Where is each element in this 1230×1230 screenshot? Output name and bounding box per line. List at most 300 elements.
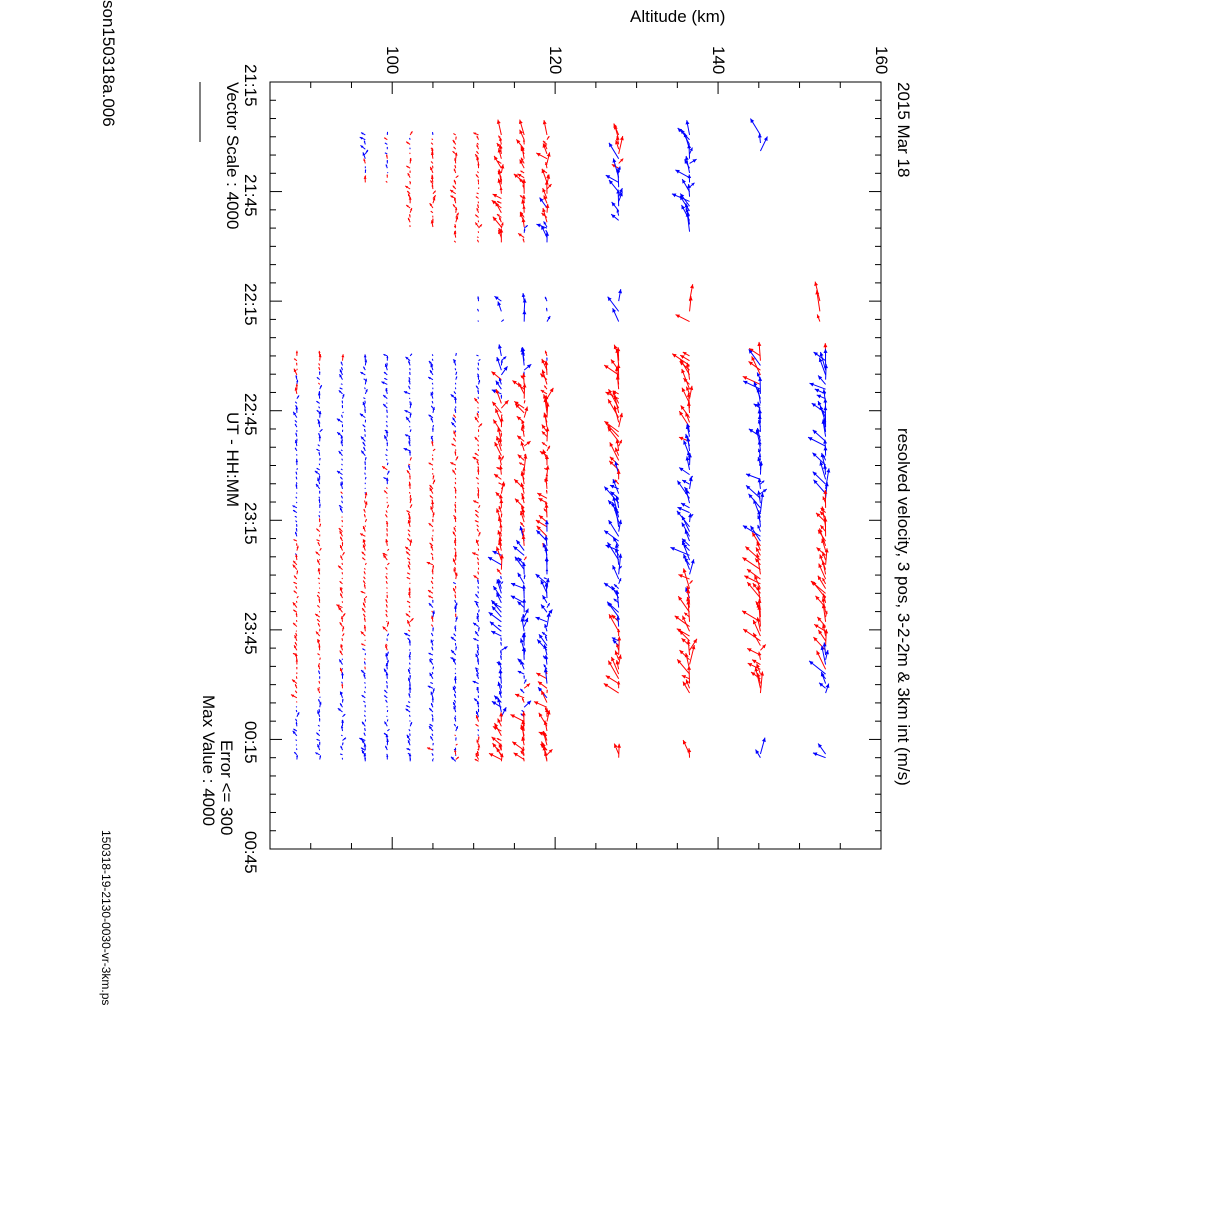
velocity-vector [295, 406, 298, 413]
velocity-vector [496, 357, 501, 370]
velocity-vector [296, 477, 297, 480]
velocity-vector [542, 595, 547, 603]
velocity-vector [364, 141, 366, 145]
velocity-vector [386, 533, 387, 536]
velocity-vector [405, 186, 410, 189]
velocity-vector [813, 637, 825, 650]
velocity-vector [521, 737, 525, 746]
velocity-vector [319, 718, 321, 721]
velocity-vector [455, 165, 456, 168]
velocity-vector [296, 710, 297, 712]
velocity-vector [497, 201, 501, 203]
velocity-vector [408, 630, 410, 631]
velocity-vector [432, 458, 433, 460]
velocity-vector [454, 504, 456, 508]
velocity-vector [826, 684, 830, 693]
velocity-vector [383, 404, 387, 408]
velocity-vector [433, 449, 435, 451]
velocity-vector [604, 683, 619, 693]
velocity-vector [501, 360, 503, 365]
velocity-vector [340, 581, 343, 584]
velocity-vector [477, 237, 478, 238]
velocity-vector [387, 719, 388, 721]
velocity-vector [823, 349, 827, 366]
velocity-vector [479, 505, 480, 508]
velocity-vector [410, 138, 411, 140]
velocity-vector [386, 567, 388, 569]
velocity-vector [387, 660, 389, 665]
velocity-vector [516, 139, 524, 149]
velocity-vector [542, 431, 547, 436]
velocity-vector [320, 697, 321, 698]
velocity-vector [433, 530, 434, 532]
velocity-vector [432, 565, 434, 569]
velocity-vector [522, 585, 526, 599]
velocity-vector [433, 667, 434, 670]
velocity-vector [295, 532, 297, 536]
velocity-vector [317, 559, 319, 564]
velocity-vector [475, 222, 478, 227]
velocity-vector [690, 580, 693, 583]
velocity-vector [387, 463, 388, 465]
velocity-vector [524, 618, 528, 627]
velocity-vector [405, 357, 410, 361]
velocity-vector [475, 668, 479, 670]
velocity-vector [540, 198, 547, 208]
velocity-vector [409, 372, 410, 375]
velocity-vector [362, 649, 365, 651]
velocity-vector [408, 465, 410, 470]
velocity-vector [429, 708, 433, 712]
velocity-vector [813, 430, 826, 441]
velocity-vector [619, 136, 624, 154]
velocity-vector [343, 613, 346, 617]
velocity-vector [364, 667, 365, 670]
velocity-vector [809, 661, 825, 674]
velocity-vector [521, 350, 525, 365]
velocity-vector [455, 526, 456, 527]
velocity-vector [823, 446, 827, 455]
velocity-vector [690, 159, 697, 163]
velocity-vector [614, 584, 619, 588]
velocity-vector [341, 684, 343, 689]
velocity-vector [295, 448, 297, 451]
velocity-vector [475, 520, 479, 522]
velocity-vector [341, 720, 344, 726]
velocity-vector [431, 211, 433, 213]
velocity-vector [501, 400, 508, 408]
velocity-vector [547, 749, 552, 754]
velocity-vector [387, 652, 389, 655]
velocity-vector [454, 677, 457, 683]
velocity-vector [387, 505, 388, 508]
velocity-vector [339, 451, 343, 456]
max-value-label: Max Value : 4000 [199, 695, 218, 827]
velocity-vector [296, 497, 297, 499]
velocity-vector [316, 484, 320, 489]
velocity-vector [430, 682, 433, 683]
velocity-vector [407, 191, 410, 194]
velocity-vector [432, 359, 433, 361]
velocity-vector [690, 645, 696, 664]
velocity-vector [524, 364, 531, 370]
velocity-vector [476, 174, 479, 177]
plot-frame [270, 82, 881, 849]
velocity-vector [619, 159, 624, 164]
velocity-vector [365, 457, 366, 460]
velocity-vector [410, 429, 411, 432]
velocity-vector [361, 644, 365, 646]
velocity-vector [319, 497, 320, 499]
velocity-vector [319, 629, 320, 632]
velocity-vector [387, 710, 388, 712]
velocity-vector [363, 367, 365, 370]
velocity-vector [365, 719, 366, 721]
velocity-vector [475, 417, 479, 423]
velocity-vector [341, 362, 343, 366]
velocity-vector [293, 731, 297, 736]
velocity-vector [431, 406, 433, 408]
velocity-vector [501, 513, 503, 517]
velocity-vector [405, 434, 410, 436]
velocity-vector [534, 701, 547, 707]
velocity-vector [545, 636, 547, 641]
velocity-vector [547, 136, 549, 140]
velocity-vector [409, 611, 410, 612]
velocity-vector [410, 498, 412, 503]
velocity-vector [364, 658, 365, 659]
velocity-vector [688, 174, 692, 182]
velocity-vector [362, 722, 365, 727]
velocity-vector [365, 388, 366, 390]
velocity-vector [432, 577, 433, 579]
velocity-vector [432, 166, 433, 169]
velocity-vector [409, 640, 412, 646]
velocity-vector [520, 441, 524, 451]
velocity-vector [296, 667, 297, 669]
velocity-vector [450, 462, 455, 465]
velocity-vector [365, 710, 366, 712]
velocity-vector [743, 381, 760, 389]
velocity-vector [386, 363, 387, 366]
velocity-vector [750, 119, 760, 135]
velocity-vector [431, 152, 434, 159]
velocity-vector [477, 193, 479, 194]
velocity-vector [342, 563, 343, 565]
velocity-vector [522, 698, 524, 703]
velocity-vector [404, 391, 410, 394]
time-tick-label: 22:15 [241, 283, 260, 326]
velocity-vector [756, 750, 761, 758]
velocity-vector [406, 142, 410, 145]
velocity-vector [477, 650, 479, 655]
altitude-tick-label: 100 [383, 46, 403, 75]
velocity-vector [450, 190, 456, 194]
velocity-vector [363, 152, 366, 158]
velocity-vector [385, 153, 387, 154]
velocity-vector [757, 342, 761, 361]
velocity-vector [341, 384, 343, 385]
velocity-vector [409, 426, 410, 427]
velocity-vector [409, 729, 410, 731]
velocity-vector [477, 390, 479, 394]
velocity-vector [430, 736, 433, 740]
velocity-vector [433, 480, 435, 484]
velocity-vector [478, 397, 479, 399]
velocity-vector [406, 205, 410, 208]
velocity-vector [293, 623, 297, 627]
velocity-vector [387, 415, 388, 417]
velocity-vector [819, 683, 826, 689]
velocity-vector [499, 465, 503, 474]
velocity-vector [405, 547, 410, 551]
velocity-vector [432, 383, 433, 385]
velocity-vector [455, 673, 456, 674]
velocity-vector [432, 354, 433, 356]
velocity-vector [456, 726, 458, 731]
velocity-vector [342, 542, 344, 546]
velocity-vector [523, 528, 524, 531]
velocity-vector [683, 352, 690, 356]
velocity-vector [407, 577, 410, 579]
velocity-vector [386, 528, 388, 531]
velocity-vector [431, 501, 434, 508]
velocity-vector [408, 565, 410, 570]
velocity-vector [386, 421, 387, 422]
velocity-vector [409, 398, 410, 399]
velocity-vector [478, 363, 479, 366]
time-tick-label: 21:45 [241, 173, 260, 217]
velocity-vector [319, 475, 321, 479]
velocity-vector [489, 753, 501, 759]
velocity-vector [611, 359, 619, 370]
velocity-vector [341, 496, 342, 499]
velocity-vector [295, 642, 297, 645]
velocity-vector [477, 525, 479, 527]
velocity-vector [619, 578, 622, 584]
velocity-vector [340, 703, 342, 707]
velocity-vector [409, 450, 411, 455]
velocity-vector [340, 593, 342, 598]
velocity-vector [478, 483, 479, 485]
velocity-vector [408, 173, 410, 178]
velocity-vector [408, 218, 410, 222]
velocity-vector [386, 403, 387, 404]
velocity-vector [296, 586, 297, 588]
error-label: Error <= 300 [217, 740, 236, 836]
velocity-vector [522, 218, 526, 227]
velocity-vector [501, 456, 503, 461]
velocity-vector [387, 622, 389, 627]
velocity-vector [386, 755, 388, 760]
velocity-vector [615, 590, 619, 608]
velocity-vector [432, 132, 433, 135]
velocity-vector [475, 437, 479, 441]
velocity-vector [318, 499, 320, 503]
velocity-vector [454, 548, 455, 551]
velocity-vector [385, 645, 387, 650]
velocity-vector [409, 475, 411, 479]
velocity-vector [760, 137, 767, 152]
velocity-vector [316, 631, 320, 636]
velocity-vector [432, 627, 434, 631]
velocity-vector [363, 581, 365, 584]
velocity-vector [473, 133, 478, 135]
velocity-vector [515, 499, 524, 508]
velocity-vector [294, 359, 297, 361]
velocity-vector [432, 697, 434, 702]
velocity-vector [542, 442, 547, 446]
velocity-vector [318, 367, 319, 370]
velocity-vector [547, 316, 550, 322]
velocity-vector [499, 217, 501, 222]
velocity-vector [501, 395, 503, 399]
velocity-vector [410, 618, 413, 622]
velocity-vector [293, 582, 296, 584]
velocity-vector [432, 455, 433, 456]
velocity-vector [364, 584, 366, 588]
velocity-vector [364, 500, 365, 503]
velocity-vector [477, 368, 478, 370]
velocity-vector [362, 552, 366, 556]
velocity-vector [404, 448, 410, 451]
velocity-vector [454, 147, 456, 149]
velocity-vector [360, 534, 365, 537]
velocity-vector [319, 755, 321, 759]
velocity-vector [818, 743, 826, 754]
velocity-vector [825, 548, 829, 565]
velocity-vector [524, 557, 526, 560]
velocity-vector [473, 623, 478, 627]
velocity-vector [473, 501, 478, 504]
velocity-vector [386, 700, 388, 703]
velocity-vector [455, 430, 456, 431]
velocity-vector [477, 296, 479, 301]
velocity-vector [297, 712, 299, 717]
velocity-vector [361, 451, 365, 456]
velocity-vector [611, 214, 618, 220]
velocity-vector [454, 169, 456, 173]
velocity-vector [406, 511, 410, 513]
velocity-vector [386, 739, 389, 745]
velocity-vector [511, 583, 524, 589]
velocity-vector [478, 429, 479, 432]
velocity-vector [296, 363, 297, 366]
velocity-vector [455, 368, 456, 370]
velocity-vector [342, 578, 343, 579]
velocity-vector [365, 389, 367, 394]
velocity-vector [296, 745, 297, 746]
velocity-vector [451, 637, 456, 641]
velocity-vector [478, 179, 479, 182]
velocity-vector [293, 510, 297, 512]
time-tick-label: 00:45 [241, 831, 260, 874]
velocity-vector [477, 645, 479, 646]
velocity-vector [517, 436, 524, 442]
velocity-vector [497, 738, 502, 740]
velocity-vector [429, 659, 433, 664]
velocity-vector [521, 496, 524, 503]
velocity-vector [433, 425, 434, 427]
velocity-vector [315, 614, 320, 617]
velocity-vector [410, 171, 411, 173]
velocity-vector [430, 203, 433, 208]
velocity-vector [386, 459, 387, 460]
velocity-vector [319, 363, 320, 365]
velocity-vector [386, 610, 388, 612]
velocity-vector [318, 392, 321, 398]
velocity-vector [432, 139, 433, 140]
velocity-vector [362, 750, 365, 756]
velocity-vector [342, 430, 343, 432]
velocity-vector [758, 652, 762, 660]
velocity-vector [363, 614, 365, 617]
velocity-vector [365, 682, 366, 683]
velocity-vector [365, 169, 367, 173]
velocity-vector [296, 543, 297, 546]
velocity-vector [500, 638, 501, 641]
velocity-vector [524, 441, 530, 446]
velocity-vector [431, 143, 433, 145]
velocity-vector [316, 401, 319, 403]
velocity-vector [365, 563, 366, 565]
velocity-vector [319, 354, 322, 361]
velocity-vector [512, 381, 524, 390]
velocity-vector [478, 729, 479, 731]
velocity-vector [387, 587, 388, 588]
velocity-vector [409, 675, 411, 679]
velocity-vector [520, 522, 524, 527]
velocity-vector [472, 552, 478, 555]
velocity-vector [455, 137, 456, 140]
velocity-vector [687, 402, 691, 413]
velocity-vector [477, 461, 479, 466]
velocity-vector [617, 681, 620, 688]
velocity-vector [363, 159, 365, 164]
velocity-vector [432, 401, 433, 403]
velocity-vector [386, 581, 387, 584]
velocity-vector [295, 719, 296, 722]
velocity-vector [342, 699, 344, 703]
velocity-vector [432, 436, 433, 437]
velocity-vector [431, 441, 433, 446]
velocity-vector [410, 457, 411, 460]
velocity-vector [616, 168, 620, 187]
velocity-vector [365, 150, 368, 154]
velocity-vector [546, 358, 547, 361]
velocity-vector [515, 694, 524, 698]
velocity-vector [455, 646, 457, 650]
velocity-vector [364, 509, 366, 513]
velocity-vector [454, 634, 456, 636]
time-tick-label: 21:15 [241, 64, 260, 107]
plot-title: resolved velocity, 3 pos, 3-2-2m & 3km int (m/s) [894, 428, 913, 786]
velocity-vector [541, 390, 547, 394]
velocity-vector [522, 310, 526, 321]
velocity-vector [498, 344, 502, 356]
velocity-vector [315, 753, 319, 755]
velocity-vector [387, 634, 388, 636]
velocity-vector [340, 754, 342, 755]
velocity-vector [606, 676, 619, 684]
velocity-vector [364, 176, 367, 183]
velocity-vector [431, 581, 433, 584]
velocity-vector [524, 575, 526, 579]
velocity-vector [409, 606, 410, 608]
velocity-vector [341, 746, 343, 750]
velocity-vector [522, 598, 526, 612]
velocity-vector [451, 650, 456, 655]
